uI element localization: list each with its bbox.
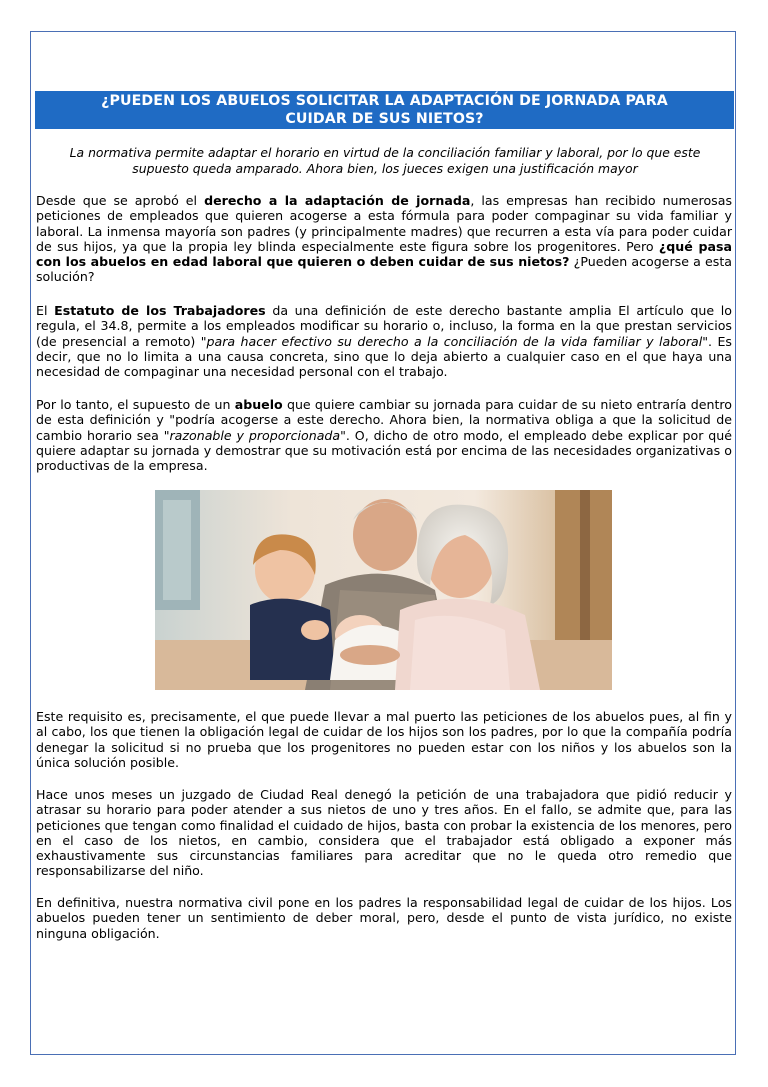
highlight-question: ¿qué pasa con los abuelos en edad laboral que quieren o deben cuidar de sus nietos? (36, 238, 732, 270)
paragraph-4: Este requisito es, precisamente, el que puede llevar a mal puerto las peticiones de los abuelos pues, al fin y al cabo, los que tienen la obligación legal de cuidar de los hijos son los padres, por lo que la compañía podría denegar la solicitud si no prueba que los progenitores no pueden estar con los niños y los abuelos son la única solución posible. (36, 709, 732, 770)
highlight-adaptacion: derecho a la adaptación de jornada (204, 193, 471, 208)
paragraph-6: En definitiva, nuestra normativa civil pone en los padres la responsabilidad legal de cuidar de los hijos. Los abuelos pueden tener un sentimiento de deber moral, pero, desde el punto de vista jurídico, no existe ninguna obligación. (36, 895, 732, 941)
grandparents-photo (155, 490, 612, 690)
paragraph-5: Hace unos meses un juzgado de Ciudad Real denegó la petición de una trabajadora que pidió reducir y atrasar su horario para poder atender a sus nietos de uno y tres años. En el fallo, se admite que, para las peticiones que tengan como finalidad el cuidado de hijos, basta con probar la existencia de los menores, pero en el caso de los nietos, en cambio, considera que el trabajador está obligado a exponer más exhaustivamente sus circunstancias familiares para acreditar que no le queda otro remedio que responsabilizarse del niño. (36, 787, 732, 879)
grandparents-photo-illustration (155, 490, 612, 690)
quote-razonable: razonable y proporcionada (169, 427, 341, 443)
article-title (35, 91, 734, 129)
title-line-2: CUIDAR DE SUS NIETOS? (285, 110, 484, 127)
quote-conciliacion: para hacer efectivo su derecho a la conciliación de la vida familiar y laboral (206, 333, 703, 349)
paragraph-2: El Estatuto de los Trabajadores da una definición de este derecho bastante amplia El artículo que lo regula, el 34.8, permite a los empleados modificar su horario o, incluso, la forma en la que prestan servicios (de presencial a remoto) "para hacer efectivo su derecho a la conciliación de la vida familiar y laboral". Es decir, que no lo limita a una causa concreta, sino que lo deja abierto a cualquier caso en el que haya una necesidad de compaginar una necesidad personal con el trabajo. (36, 303, 732, 380)
article-subtitle: La normativa permite adaptar el horario en virtud de la conciliación familiar y laboral, por lo que este supuesto queda amparado. Ahora bien, los jueces exigen una justificación mayor (69, 145, 701, 176)
highlight-estatuto: Estatuto de los Trabajadores (54, 303, 266, 318)
title-line-1: ¿PUEDEN LOS ABUELOS SOLICITAR LA ADAPTACIÓN DE JORNADA PARA (101, 93, 668, 109)
paragraph-1: Desde que se aprobó el derecho a la adaptación de jornada, las empresas han recibido numerosas peticiones de empleados que quieren acogerse a esta fórmula para poder compaginar su vida familiar y laboral. La inmensa mayoría son padres (y principalmente madres) que recurren a esta vía para poder cuidar de sus hijos, ya que la propia ley blinda especialmente este figura sobre los progenitores. Pero ¿qué pasa con los abuelos en edad laboral que quieren o deben cuidar de sus nietos? ¿Pueden acogerse a esta solución? (36, 193, 732, 285)
highlight-abuelo: abuelo (234, 397, 283, 412)
paragraph-3: Por lo tanto, el supuesto de un abuelo que quiere cambiar su jornada para cuidar de su nieto entraría dentro de esta definición y "podría acogerse a este derecho. Ahora bien, la normativa obliga a que la solicitud de cambio horario sea "razonable y proporcionada". O, dicho de otro modo, el empleado debe explicar por qué quiere adaptar su jornada y demostrar que su motivación está por encima de las necesidades organizativas o productivas de la empresa. (36, 397, 733, 474)
